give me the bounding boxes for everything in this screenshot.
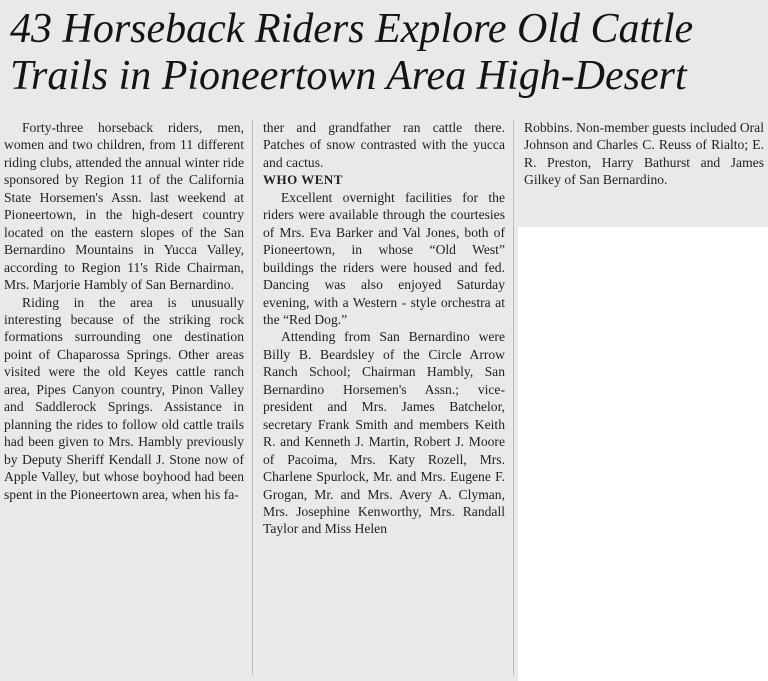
article-paragraph: Excellent overnight facilities for the riders were available through the courtesies of Mrs. Eva Barker and Val Jones, both of Pioneertown, in whose “Old West” buildings the riders were housed and fed. Dancing was also enjoyed Saturday evening, with a Western - style orchestra at the “Red Dog.” [263,189,505,327]
blank-area [518,227,768,681]
article-paragraph-continued: Robbins. Non-member guests included Oral Johnson and Charles C. Reuss of Rialto; E. R. Preston, Harry Bathurst and James Gilkey of San Bernardino. [524,120,764,188]
article-paragraph: Riding in the area is unusually interesting because of the striking rock formations surrounding one destination point of Chaparossa Springs. Other areas visited were the old Keyes cattle ranch area, Pipes Canyon country, Pinon Valley and Saddlerock Springs. Assistance in planning the rides to follow old cattle trails had been given to Mrs. Hambly previously by Deputy Sheriff Kendall J. Stone now of Apple Valley, but whose boyhood had been spent in the Pioneertown area, when his fa- [4,294,244,502]
subheading: WHO WENT [263,172,343,188]
column-rule-2 [513,120,514,675]
column-rule-1 [252,120,253,675]
article-column-2 [263,119,505,538]
headline: 43 Horseback Riders Explore Old Cattle Trails in Pioneertown Area High-Desert [10,6,694,99]
article-column-1 [4,119,244,503]
article-paragraph: Attending from San Bernardino were Billy B. Beardsley of the Circle Arrow Ranch School; Chairman Hambly, San Bernardino Horsemen's Assn.; vice-president and Mrs. James Batchelor, secretary Frank Smith and members Keith R. and Kenneth J. Martin, Robert J. Moore of Pacoima, Mrs. Katy Rozell, Mrs. Charlene Spurlock, Mr. and Mrs. Eugene F. Grogan, Mr. and Mrs. Avery A. Clyman, Mrs. Josephine Kenworthy, Mrs. Randall Taylor and Miss Helen [263,329,505,537]
article-paragraph: Forty-three horseback riders, men, women and two children, from 11 different riding clubs, attended the annual winter ride sponsored by Region 11 of the California State Horsemen's Assn. last weekend at Pioneertown, in the high-desert country located on the eastern slopes of the San Bernardino Mountains in Yucca Valley, according to Region 11's Ride Chairman, Mrs. Marjorie Hambly of San Bernardino. [4,120,244,293]
article-paragraph-continued: ther and grandfather ran cattle there. Patches of snow contrasted with the yucca and cactus. [263,120,505,170]
article-column-3 [524,119,764,189]
